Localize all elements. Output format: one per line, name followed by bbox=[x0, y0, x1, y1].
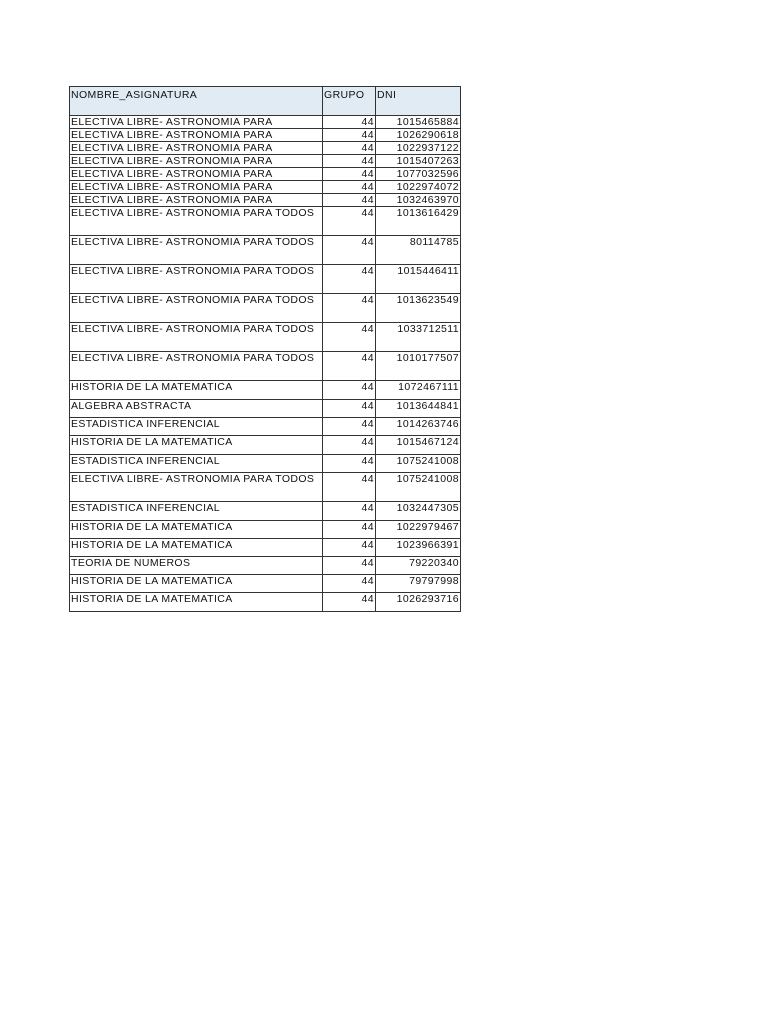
cell-dni: 1013623549 bbox=[376, 294, 461, 323]
cell-nombre-asignatura: ELECTIVA LIBRE- ASTRONOMIA PARA bbox=[70, 142, 323, 155]
table-row bbox=[70, 142, 461, 155]
header-nombre-asignatura: NOMBRE_ASIGNATURA bbox=[70, 87, 323, 116]
cell-grupo: 44 bbox=[323, 294, 376, 323]
table-row bbox=[70, 129, 461, 142]
enrollment-table bbox=[69, 86, 461, 612]
cell-grupo: 44 bbox=[323, 436, 376, 455]
cell-dni: 1015465884 bbox=[376, 116, 461, 129]
cell-grupo: 44 bbox=[323, 557, 376, 575]
cell-dni: 1075241008 bbox=[376, 455, 461, 473]
cell-nombre-asignatura: ELECTIVA LIBRE- ASTRONOMIA PARA TODOS bbox=[70, 236, 323, 265]
cell-grupo: 44 bbox=[323, 381, 376, 400]
cell-grupo: 44 bbox=[323, 502, 376, 521]
header-row bbox=[70, 87, 461, 116]
cell-nombre-asignatura: ELECTIVA LIBRE- ASTRONOMIA PARA TODOS bbox=[70, 294, 323, 323]
cell-dni: 1010177507 bbox=[376, 352, 461, 381]
cell-dni: 79220340 bbox=[376, 557, 461, 575]
cell-nombre-asignatura: ESTADISTICA INFERENCIAL bbox=[70, 418, 323, 436]
table-row bbox=[70, 436, 461, 455]
cell-dni: 1013616429 bbox=[376, 207, 461, 236]
cell-grupo: 44 bbox=[323, 155, 376, 168]
table-row bbox=[70, 323, 461, 352]
cell-nombre-asignatura: HISTORIA DE LA MATEMATICA bbox=[70, 575, 323, 593]
cell-grupo: 44 bbox=[323, 400, 376, 418]
table-row bbox=[70, 539, 461, 557]
cell-grupo: 44 bbox=[323, 142, 376, 155]
cell-nombre-asignatura: ELECTIVA LIBRE- ASTRONOMIA PARA bbox=[70, 155, 323, 168]
cell-dni: 1013644841 bbox=[376, 400, 461, 418]
cell-nombre-asignatura: ELECTIVA LIBRE- ASTRONOMIA PARA bbox=[70, 194, 323, 207]
cell-grupo: 44 bbox=[323, 539, 376, 557]
table-row bbox=[70, 473, 461, 502]
table-row bbox=[70, 557, 461, 575]
table-row bbox=[70, 265, 461, 294]
cell-dni: 1022974072 bbox=[376, 181, 461, 194]
cell-grupo: 44 bbox=[323, 418, 376, 436]
cell-nombre-asignatura: ELECTIVA LIBRE- ASTRONOMIA PARA bbox=[70, 129, 323, 142]
cell-dni: 80114785 bbox=[376, 236, 461, 265]
cell-nombre-asignatura: ESTADISTICA INFERENCIAL bbox=[70, 455, 323, 473]
cell-dni: 1032447305 bbox=[376, 502, 461, 521]
cell-nombre-asignatura: HISTORIA DE LA MATEMATICA bbox=[70, 521, 323, 539]
cell-grupo: 44 bbox=[323, 207, 376, 236]
cell-dni: 1075241008 bbox=[376, 473, 461, 502]
table-row bbox=[70, 502, 461, 521]
cell-grupo: 44 bbox=[323, 455, 376, 473]
table-row bbox=[70, 116, 461, 129]
table-row bbox=[70, 352, 461, 381]
cell-nombre-asignatura: ELECTIVA LIBRE- ASTRONOMIA PARA TODOS bbox=[70, 323, 323, 352]
cell-nombre-asignatura: HISTORIA DE LA MATEMATICA bbox=[70, 539, 323, 557]
table-row bbox=[70, 207, 461, 236]
cell-nombre-asignatura: HISTORIA DE LA MATEMATICA bbox=[70, 593, 323, 612]
cell-grupo: 44 bbox=[323, 593, 376, 612]
cell-grupo: 44 bbox=[323, 116, 376, 129]
cell-grupo: 44 bbox=[323, 575, 376, 593]
cell-dni: 1014263746 bbox=[376, 418, 461, 436]
cell-dni: 1015446411 bbox=[376, 265, 461, 294]
cell-grupo: 44 bbox=[323, 473, 376, 502]
header-grupo: GRUPO bbox=[323, 87, 376, 116]
cell-dni: 1026293716 bbox=[376, 593, 461, 612]
table-row bbox=[70, 575, 461, 593]
cell-grupo: 44 bbox=[323, 352, 376, 381]
cell-dni: 1072467111 bbox=[376, 381, 461, 400]
table-row bbox=[70, 155, 461, 168]
table-row bbox=[70, 400, 461, 418]
table-row bbox=[70, 194, 461, 207]
cell-nombre-asignatura: ELECTIVA LIBRE- ASTRONOMIA PARA bbox=[70, 168, 323, 181]
cell-dni: 1022979467 bbox=[376, 521, 461, 539]
cell-grupo: 44 bbox=[323, 265, 376, 294]
cell-nombre-asignatura: ELECTIVA LIBRE- ASTRONOMIA PARA bbox=[70, 181, 323, 194]
header-dni: DNI bbox=[376, 87, 461, 116]
cell-nombre-asignatura: ESTADISTICA INFERENCIAL bbox=[70, 502, 323, 521]
cell-dni: 1022937122 bbox=[376, 142, 461, 155]
table-row bbox=[70, 381, 461, 400]
cell-nombre-asignatura: HISTORIA DE LA MATEMATICA bbox=[70, 436, 323, 455]
cell-dni: 1077032596 bbox=[376, 168, 461, 181]
cell-nombre-asignatura: ELECTIVA LIBRE- ASTRONOMIA PARA bbox=[70, 116, 323, 129]
cell-grupo: 44 bbox=[323, 194, 376, 207]
table-row bbox=[70, 455, 461, 473]
cell-nombre-asignatura: ALGEBRA ABSTRACTA bbox=[70, 400, 323, 418]
cell-nombre-asignatura: TEORIA DE NUMEROS bbox=[70, 557, 323, 575]
table-row bbox=[70, 418, 461, 436]
table-row bbox=[70, 593, 461, 612]
table-row bbox=[70, 294, 461, 323]
cell-nombre-asignatura: HISTORIA DE LA MATEMATICA bbox=[70, 381, 323, 400]
cell-grupo: 44 bbox=[323, 236, 376, 265]
cell-dni: 1026290618 bbox=[376, 129, 461, 142]
cell-nombre-asignatura: ELECTIVA LIBRE- ASTRONOMIA PARA TODOS bbox=[70, 473, 323, 502]
cell-nombre-asignatura: ELECTIVA LIBRE- ASTRONOMIA PARA TODOS bbox=[70, 352, 323, 381]
cell-dni: 79797998 bbox=[376, 575, 461, 593]
cell-grupo: 44 bbox=[323, 129, 376, 142]
table-row bbox=[70, 181, 461, 194]
table-row bbox=[70, 521, 461, 539]
cell-dni: 1015407263 bbox=[376, 155, 461, 168]
table-row bbox=[70, 168, 461, 181]
table-row bbox=[70, 236, 461, 265]
cell-dni: 1033712511 bbox=[376, 323, 461, 352]
cell-dni: 1015467124 bbox=[376, 436, 461, 455]
cell-nombre-asignatura: ELECTIVA LIBRE- ASTRONOMIA PARA TODOS bbox=[70, 207, 323, 236]
cell-grupo: 44 bbox=[323, 521, 376, 539]
cell-nombre-asignatura: ELECTIVA LIBRE- ASTRONOMIA PARA TODOS bbox=[70, 265, 323, 294]
cell-dni: 1032463970 bbox=[376, 194, 461, 207]
cell-grupo: 44 bbox=[323, 181, 376, 194]
cell-grupo: 44 bbox=[323, 168, 376, 181]
cell-dni: 1023966391 bbox=[376, 539, 461, 557]
cell-grupo: 44 bbox=[323, 323, 376, 352]
